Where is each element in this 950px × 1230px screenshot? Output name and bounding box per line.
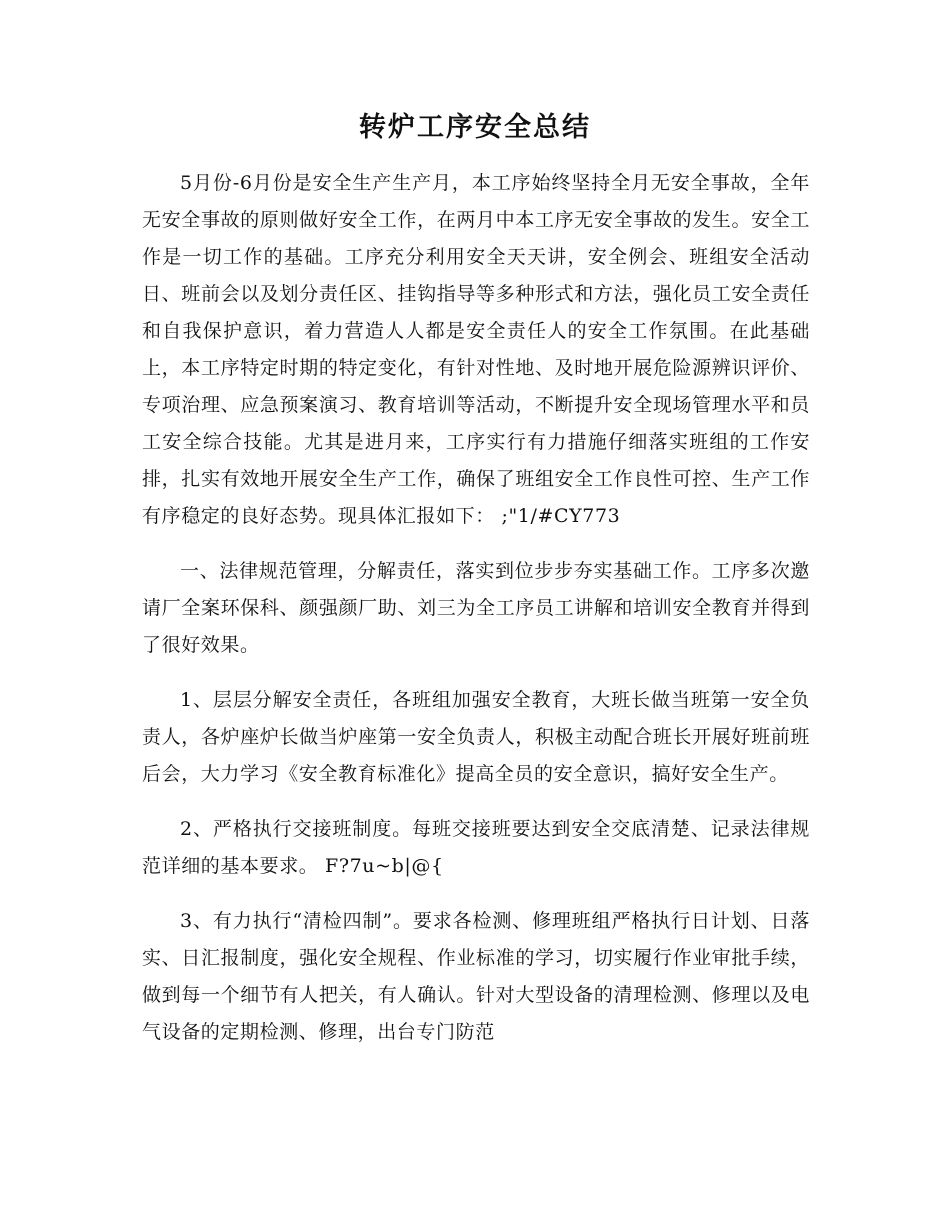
paragraph-item-1: 1、层层分解安全责任，各班组加强安全教育，大班长做当班第一安全负责人，各炉座炉长做当炉座第一安全负责人，积极主动配合班长开展好班前班后会，大力学习《安全教育标准化》提高全员的安全意识，搞好安全生产。 — [142, 689, 810, 785]
paragraph-item-3: 3、有力执行“清检四制”。要求各检测、修理班组严格执行日计划、日落实、日汇报制度，强化安全规程、作业标准的学习，切实履行作业审批手续，做到每一个细节有人把关，有人确认。针对大型设备的清理检测、修理以及电气设备的定期检测、修理，出台专门防范 — [142, 910, 810, 1043]
paragraph-section-1: 一、法律规范管理，分解责任，落实到位步步夯实基础工作。工序多次邀请厂全案环保科、颜强颜厂助、刘三为全工序员工讲解和培训安全教育并得到了很好效果。 — [142, 560, 810, 656]
document-title: 转炉工序安全总结 — [359, 112, 591, 143]
paragraph-item-2: 2、严格执行交接班制度。每班交接班要达到安全交底清楚、记录法律规范详细的基本要求。 F?7u~b|@{ — [142, 818, 810, 877]
paragraph-intro: 5月份-6月份是安全生产生产月，本工序始终坚持全月无安全事故，全年无安全事故的原则做好安全工作，在两月中本工序无安全事故的发生。安全工作是一切工作的基础。工序充分利用安全天天讲，安全例会、班组安全活动日、班前会以及划分责任区、挂钩指导等多种形式和方法，强化员工安全责任和自我保护意识，着力营造人人都是安全责任人的安全工作氛围。在此基础上，本工序特定时期的特定变化，有针对性地、及时地开展危险源辨识评价、专项治理、应急预案演习、教育培训等活动，不断提升安全现场管理水平和员工安全综合技能。尤其是进月来，工序实行有力措施仔细落实班组的工作安排，扎实有效地开展安全生产工作，确保了班组安全工作良性可控、生产工作有序稳定的良好态势。现具体汇报如下： ;"1/#CY773 — [142, 172, 810, 527]
document-body — [142, 165, 810, 1069]
